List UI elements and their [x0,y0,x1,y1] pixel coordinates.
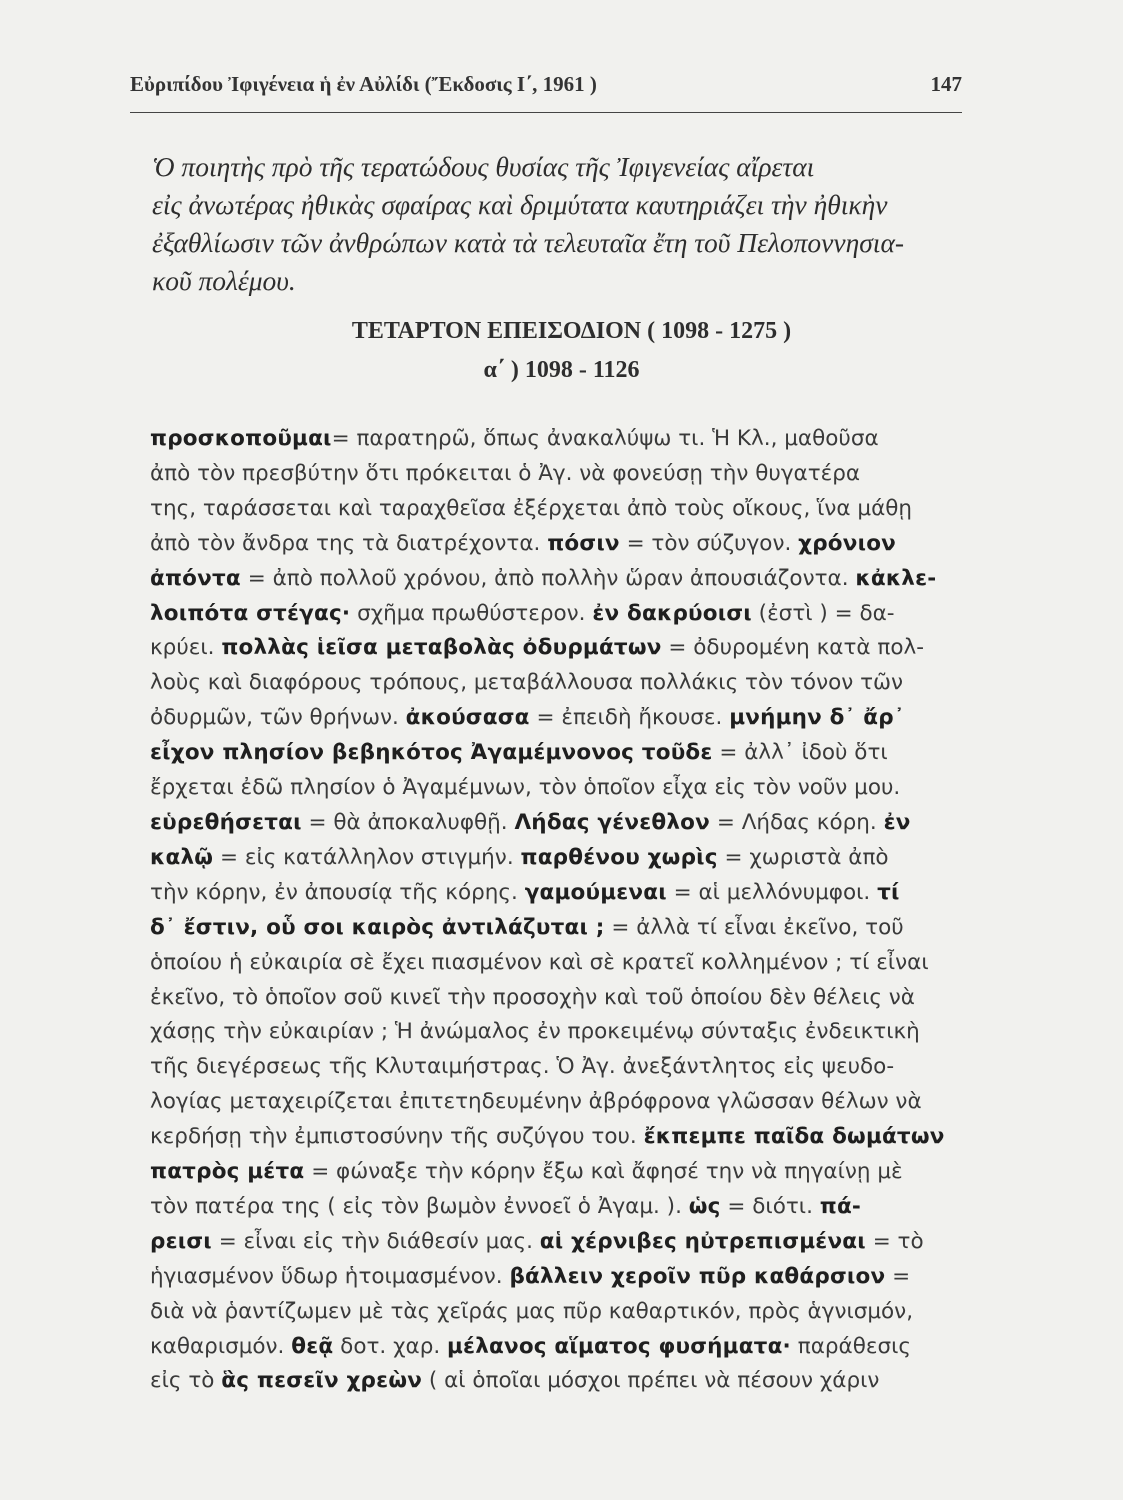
section-heading: ΤΕΤΑΡΤΟΝ ΕΠΕΙΣΟΔΙΟΝ ( 1098 - 1275 ) [351,318,792,344]
commentary-line [150,1260,980,1295]
lemma-term: ἐν δακρύοισι [592,600,752,626]
gloss-text: λοὺς καὶ διαφόρους τρόπους, μεταβάλλουσα πολλάκις τὸν τόνον τῶν [150,670,904,696]
commentary-line-text [150,1295,913,1330]
commentary-line [150,701,980,736]
commentary-line-text [150,527,896,562]
commentary-text [150,422,980,1399]
commentary-line-text [150,1015,920,1050]
gloss-text: ( αἱ ὁποῖαι μόσχοι πρέπει νὰ πέσουν χάριν [422,1368,880,1394]
lemma-term: πατρὸς μέτα [150,1159,305,1185]
gloss-text: (ἐστὶ ) = δα- [751,600,895,626]
commentary-line-text [150,597,895,632]
commentary-line-text [150,1364,879,1399]
gloss-text: παράθεσις [790,1333,912,1359]
commentary-line-text [150,841,889,876]
lemma-term: δ᾽ ἔστιν, οὗ σοι καιρὸς ἀντιλάζυται ; [150,914,605,940]
gloss-text: = χωριστὰ ἀπὸ [717,844,889,870]
gloss-text: κρύει. [150,635,222,661]
gloss-text: = τὸν σύζυγον. [619,530,799,556]
lemma-term: κἀκλε- [855,565,937,591]
commentary-line-text [150,1085,922,1120]
commentary-line [150,1155,980,1190]
commentary-line [150,631,980,666]
page-number: 147 [930,72,962,96]
lemma-term: χρόνιον [798,530,897,556]
gloss-text: = [885,1263,911,1289]
gloss-text: = ἀπὸ πολλοῦ χρόνου, ἀπὸ πολλὴν ὥραν ἀπουσιάζοντα. [240,565,856,591]
commentary-line [150,1364,980,1399]
gloss-text: = ὀδυρομένη κατὰ πολ- [661,635,924,661]
commentary-line [150,736,980,771]
lemma-term: ἔκπεμπε παῖδα δωμάτων [643,1124,945,1150]
commentary-line [150,457,980,492]
gloss-text: τῆς διεγέρσεως τῆς Κλυταιμήστρας. Ὁ Ἀγ. ἀνεξάντλητος εἰς ψευδο- [150,1054,895,1080]
commentary-line [150,666,980,701]
gloss-text: εἰς τὸ [150,1368,222,1394]
gloss-text: = αἱ μελλόνυμφοι. [666,879,878,905]
gloss-text: τὴν κόρην, ἐν ἀπουσίᾳ τῆς κόρης. [150,879,525,905]
commentary-line [150,841,980,876]
commentary-line [150,1050,980,1085]
gloss-text: χάσῃς τὴν εὐκαιρίαν ; Ἡ ἀνώμαλος ἐν προκειμένῳ σύνταξις ἐνδεικτικὴ [150,1019,920,1045]
commentary-line-text [150,1155,903,1190]
commentary-line-text [150,911,904,946]
lemma-term: ἀπόντα [150,565,241,591]
gloss-text: ἐκεῖνο, τὸ ὁποῖον σοῦ κινεῖ τὴν προσοχὴν καὶ τοῦ ὁποίου δὲν θέλεις νὰ [150,984,915,1010]
commentary-line-text [150,562,936,597]
lemma-term: καλῷ [150,844,214,870]
intro-line: ἐξαθλίωσιν τῶν ἀνθρώπων κατὰ τὰ τελευταῖα ἔτη τοῦ Πελοποννησια- [152,227,905,258]
commentary-line-text [150,701,905,736]
commentary-line [150,876,980,911]
gloss-text: ἀπὸ τὸν πρεσβύτην ὅτι πρόκειται ὁ Ἀγ. νὰ φονεύσῃ τὴν θυγατέρα [150,460,861,486]
commentary-line [150,1330,980,1365]
lemma-term: εἶχον πλησίον βεβηκότος Ἀγαμέμνονος τοῦδε [150,740,713,766]
lemma-term: ὡς [688,1193,721,1219]
commentary-line [150,1120,980,1155]
lemma-term: ἃς πεσεῖν χρεὼν [221,1368,423,1394]
commentary-line [150,946,980,981]
gloss-text: = φώναξε τὴν κόρην ἔξω καὶ ἄφησέ την νὰ πηγαίνῃ μὲ [304,1159,903,1185]
commentary-line [150,1015,980,1050]
lemma-term: τί [877,879,900,905]
commentary-line [150,422,980,457]
commentary-line-text [150,981,915,1016]
lemma-term: Λήδας γένεθλον [514,809,711,835]
commentary-line-text [150,736,888,771]
commentary-line-text [150,492,912,527]
commentary-line-text [150,946,929,981]
intro-line: Ὁ ποιητὴς πρὸ τῆς τερατώδους θυσίας τῆς Ἰφιγενείας αἴρεται [152,151,815,182]
gloss-text: καθαρισμόν. [150,1333,292,1359]
gloss-text: ὀδυρμῶν, τῶν θρήνων. [150,705,406,731]
running-title: Εὐριπίδου Ἰφιγένεια ἡ ἐν Αὐλίδι (Ἔκδοσις Ι΄, 1961 ) [130,72,597,96]
gloss-text: ἔρχεται ἐδῶ πλησίον ὁ Ἀγαμέμνων, τὸν ὁποῖον εἶχα εἰς τὸν νοῦν μου. [150,775,901,801]
gloss-text: = ἀλλὰ τί εἶναι ἐκεῖνο, τοῦ [604,914,904,940]
commentary-line-text [150,1190,861,1225]
gloss-text: της, ταράσσεται καὶ ταραχθεῖσα ἐξέρχεται ἀπὸ τοὺς οἴκους, ἵνα μάθῃ [150,495,913,521]
gloss-text: ἡγιασμένον ὕδωρ ἡτοιμασμένον. [150,1263,510,1289]
lemma-term: θεᾷ [291,1333,334,1359]
commentary-line-text [150,1330,911,1365]
gloss-text: τὸν πατέρα της ( εἰς τὸν βωμὸν ἐννοεῖ ὁ Ἀγαμ. ). [150,1193,689,1219]
commentary-line-text [150,422,879,457]
lemma-term: πολλὰς ἱεῖσα μεταβολὰς ὀδυρμάτων [221,635,662,661]
commentary-line-text [150,806,911,841]
commentary-line [150,771,980,806]
gloss-text: δοτ. χαρ. [333,1333,448,1359]
commentary-line [150,562,980,597]
intro-line: κοῦ πολέμου. [152,265,296,296]
gloss-text: = ἀλλ᾽ ἰδοὺ ὅτι [712,740,888,766]
commentary-line-text [150,1225,924,1260]
lemma-term: εὑρεθήσεται [150,809,302,835]
gloss-text: = Λήδας κόρη. [710,809,884,835]
intro-line: εἰς ἀνωτέρας ἠθικὰς σφαίρας καὶ δριμύτατα καυτηριάζει τὴν ἠθικὴν [152,189,888,220]
lemma-term: μέλανος αἵματος φυσήματα· [447,1333,791,1359]
intro-paragraph [152,148,972,300]
lemma-term: προσκοποῦμαι [150,426,332,451]
gloss-text: = εἶναι εἰς τὴν διάθεσίν μας. [211,1228,540,1254]
commentary-line-text [150,1050,894,1085]
lemma-term: ρεισι [150,1228,212,1254]
gloss-text: = παρατηρῶ, ὅπως ἀνακαλύψω τι. Ἡ Κλ., μαθοῦσα [331,426,879,451]
gloss-text: ὁποίου ἡ εὐκαιρία σὲ ἔχει πιασμένον καὶ σὲ κρατεῖ κολλημένον ; τί εἶναι [150,949,929,975]
lemma-term: βάλλειν χεροῖν πῦρ καθάρσιον [509,1263,886,1289]
lemma-term: γαμούμεναι [524,879,667,905]
commentary-line [150,806,980,841]
lemma-term: αἱ χέρνιβες ηὐτρεπισμέναι [539,1228,866,1254]
commentary-line [150,597,980,632]
commentary-line [150,1295,980,1330]
gloss-text: = ἐπειδὴ ἤκουσε. [529,705,730,731]
gloss-text: λογίας μεταχειρίζεται ἐπιτετηδευμένην ἀβρόφρονα γλῶσσαν θέλων νὰ [150,1089,922,1115]
lemma-term: πά- [819,1193,862,1219]
gloss-text: = θὰ ἀποκαλυφθῇ. [301,809,515,835]
gloss-text: διὰ νὰ ῥαντίζωμεν μὲ τὰς χεῖράς μας πῦρ καθαρτικόν, πρὸς ἁγνισμόν, [150,1298,914,1324]
commentary-line [150,492,980,527]
commentary-line-text [150,631,924,666]
commentary-line [150,1085,980,1120]
lemma-term: παρθένου χωρὶς [520,844,718,870]
commentary-line [150,1190,980,1225]
gloss-text: ἀπὸ τὸν ἄνδρα της τὰ διατρέχοντα. [150,530,548,556]
commentary-line-text [150,771,900,806]
commentary-line-text [150,666,903,701]
commentary-line [150,1225,980,1260]
lemma-term: πόσιν [547,530,620,556]
lemma-term: λοιπότα στέγας· [150,600,351,626]
gloss-text: = εἰς κατάλληλον στιγμήν. [213,844,521,870]
commentary-line [150,981,980,1016]
commentary-line-text [150,457,860,492]
commentary-line-text [150,876,900,911]
subsection-heading: α΄ ) 1098 - 1126 [483,357,640,383]
lemma-term: μνήμην δ᾽ ἄρ᾽ [729,705,905,731]
commentary-line-text [150,1120,945,1155]
gloss-text: = διότι. [720,1193,820,1219]
commentary-line [150,911,980,946]
lemma-term: ἐν [883,809,911,835]
lemma-term: ἀκούσασα [405,705,530,731]
commentary-line-text [150,1260,910,1295]
gloss-text: = τὸ [865,1228,924,1254]
commentary-line [150,527,980,562]
gloss-text: σχῆμα πρωθύστερον. [350,600,593,626]
gloss-text: κερδήσῃ τὴν ἐμπιστοσύνην τῆς συζύγου του. [150,1124,644,1150]
running-head [130,72,962,113]
